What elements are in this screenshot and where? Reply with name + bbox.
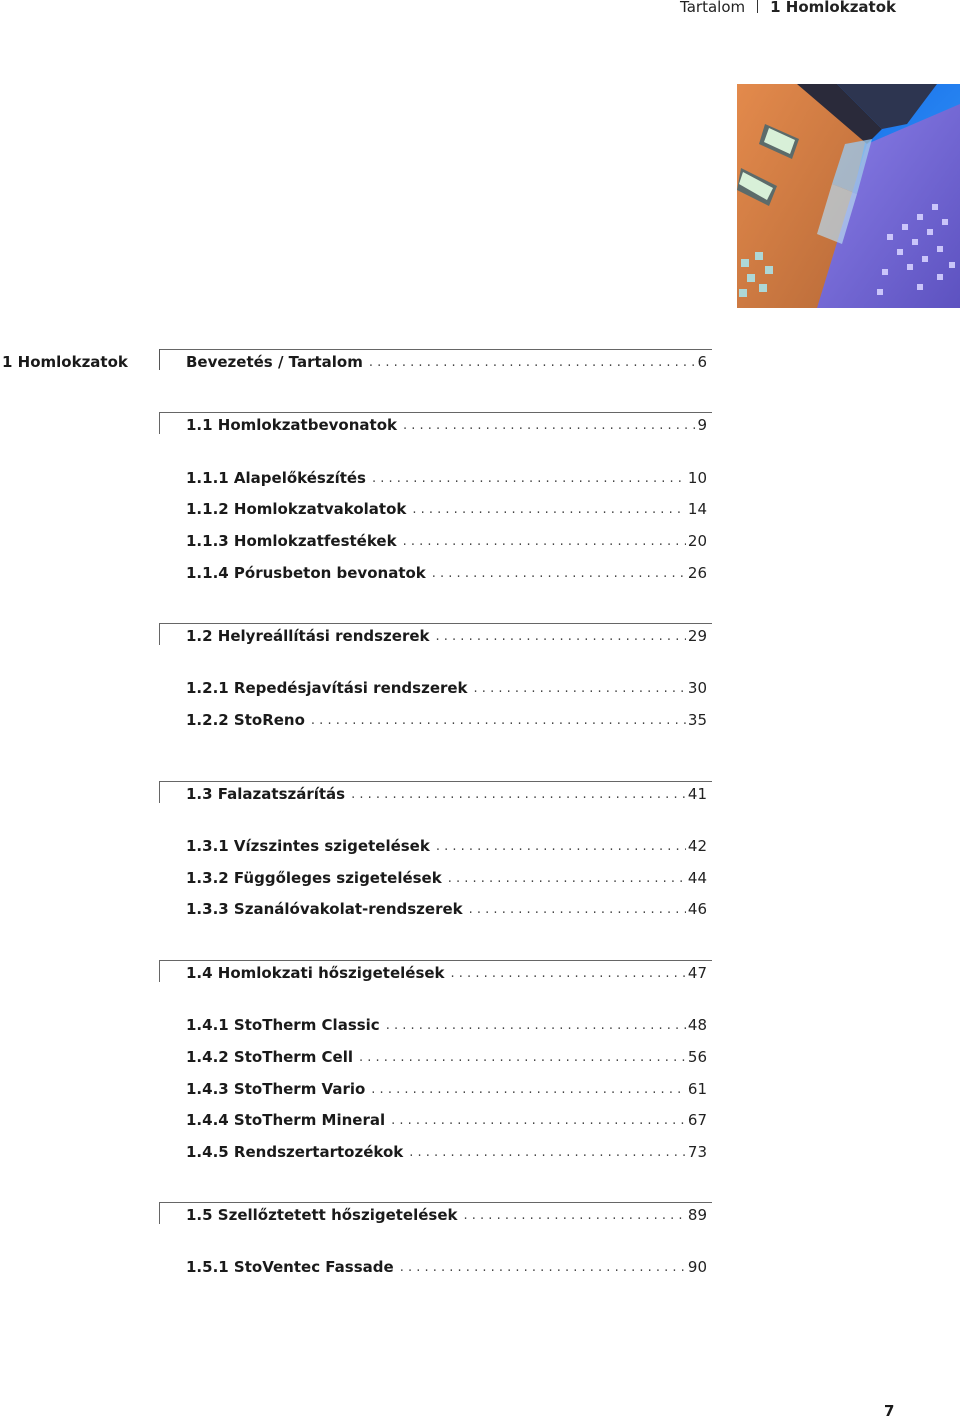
toc-entry[interactable] xyxy=(186,627,707,649)
dot-leader xyxy=(474,681,686,696)
dot-leader xyxy=(369,355,696,370)
section-rule xyxy=(160,349,712,350)
dot-leader xyxy=(436,629,686,644)
toc-entry-page: 46 xyxy=(687,900,707,918)
toc-entry[interactable] xyxy=(186,869,707,891)
toc-entry[interactable] xyxy=(186,679,707,701)
toc-entry-title: 1.4.3 StoTherm Vario xyxy=(186,1080,366,1098)
toc-entry[interactable] xyxy=(186,785,707,807)
section-tick xyxy=(159,623,160,645)
dot-leader xyxy=(311,713,686,728)
toc-entry-title: Bevezetés / Tartalom xyxy=(186,353,363,371)
toc-entry[interactable] xyxy=(186,1016,707,1038)
toc-entry[interactable] xyxy=(186,1206,707,1228)
dot-leader xyxy=(372,471,686,486)
dot-leader xyxy=(409,1145,686,1160)
dot-leader xyxy=(464,1208,686,1223)
toc-entry[interactable] xyxy=(186,1143,707,1165)
toc-entry-title: 1.1 Homlokzatbevonatok xyxy=(186,416,397,434)
section-tick xyxy=(159,1202,160,1224)
section-tick xyxy=(159,960,160,982)
header-current-chapter: 1 Homlokzatok xyxy=(770,0,896,16)
toc-entry-page: 9 xyxy=(697,416,707,434)
toc-entry[interactable] xyxy=(186,837,707,859)
toc-entry[interactable] xyxy=(186,1048,707,1070)
toc-entry-page: 29 xyxy=(687,627,707,645)
toc-entry-page: 14 xyxy=(687,500,707,518)
dot-leader xyxy=(359,1050,686,1065)
page-number: 7 xyxy=(884,1402,895,1420)
section-tick xyxy=(159,412,160,434)
toc-entry-title: 1.3.2 Függőleges szigetelések xyxy=(186,869,442,887)
toc-entry-page: 67 xyxy=(687,1111,707,1129)
dot-leader xyxy=(403,534,686,549)
building-facade-photo xyxy=(737,84,960,308)
toc-entry-page: 48 xyxy=(687,1016,707,1034)
toc-entry-title: 1.4.1 StoTherm Classic xyxy=(186,1016,380,1034)
toc-entry-title: 1.1.4 Pórusbeton bevonatok xyxy=(186,564,426,582)
dot-leader xyxy=(386,1018,686,1033)
toc-entry-title: 1.1.2 Homlokzatvakolatok xyxy=(186,500,407,518)
section-rule xyxy=(160,960,712,961)
toc-entry-page: 44 xyxy=(687,869,707,887)
toc-entry-title: 1.1.3 Homlokzatfestékek xyxy=(186,532,397,550)
section-rule xyxy=(160,1202,712,1203)
dot-leader xyxy=(403,418,695,433)
toc-entry[interactable] xyxy=(186,564,707,586)
toc-entry-page: 61 xyxy=(687,1080,707,1098)
header-section: Tartalom xyxy=(680,0,746,16)
toc-entry-title: 1.3.1 Vízszintes szigetelések xyxy=(186,837,430,855)
toc-entry-page: 47 xyxy=(687,964,707,982)
toc-entry[interactable] xyxy=(186,469,707,491)
toc-entry[interactable] xyxy=(186,711,707,733)
toc-entry[interactable] xyxy=(186,900,707,922)
toc-entry-page: 6 xyxy=(697,353,707,371)
toc-entry-page: 10 xyxy=(687,469,707,487)
toc-entry-page: 56 xyxy=(687,1048,707,1066)
section-rule xyxy=(160,623,712,624)
toc-entry-title: 1.4.5 Rendszertartozékok xyxy=(186,1143,404,1161)
chapter-label: 1 Homlokzatok xyxy=(2,353,128,371)
toc-entry-title: 1.3.3 Szanálóvakolat-rendszerek xyxy=(186,900,463,918)
toc-entry-page: 42 xyxy=(687,837,707,855)
toc-entry-title: 1.5 Szellőztetett hőszigetelések xyxy=(186,1206,458,1224)
dot-leader xyxy=(432,566,686,581)
toc-entry-title: 1.2.2 StoReno xyxy=(186,711,305,729)
toc-entry[interactable] xyxy=(186,964,707,986)
section-rule xyxy=(160,781,712,782)
toc-entry[interactable] xyxy=(186,416,707,438)
toc-entry-page: 30 xyxy=(687,679,707,697)
chapter-divider xyxy=(159,349,160,370)
toc-entry[interactable] xyxy=(186,1258,707,1280)
toc-entry-title: 1.2.1 Repedésjavítási rendszerek xyxy=(186,679,468,697)
dot-leader xyxy=(451,966,686,981)
toc-entry-page: 35 xyxy=(687,711,707,729)
toc-entry-page: 89 xyxy=(687,1206,707,1224)
toc-entry-page: 41 xyxy=(687,785,707,803)
section-rule xyxy=(160,412,712,413)
toc-entry-title: 1.4.2 StoTherm Cell xyxy=(186,1048,354,1066)
toc-entry[interactable] xyxy=(186,500,707,522)
section-tick xyxy=(159,781,160,803)
dot-leader xyxy=(436,839,686,854)
toc-entry-page: 26 xyxy=(687,564,707,582)
toc-entry-page: 73 xyxy=(687,1143,707,1161)
dot-leader xyxy=(351,787,686,802)
dot-leader xyxy=(448,871,686,886)
toc-entry-title: 1.4 Homlokzati hőszigetelések xyxy=(186,964,445,982)
toc-entry-title: 1.4.4 StoTherm Mineral xyxy=(186,1111,386,1129)
toc-entry-page: 90 xyxy=(687,1258,707,1276)
running-header xyxy=(680,0,896,16)
dot-leader xyxy=(412,502,686,517)
toc-entry-title: 1.1.1 Alapelőkészítés xyxy=(186,469,366,487)
toc-entry-page: 20 xyxy=(687,532,707,550)
toc-entry-title: 1.3 Falazatszárítás xyxy=(186,785,346,803)
header-separator xyxy=(757,0,758,13)
dot-leader xyxy=(400,1260,686,1275)
toc-entry-title: 1.2 Helyreállítási rendszerek xyxy=(186,627,430,645)
dot-leader xyxy=(371,1082,686,1097)
dot-leader xyxy=(469,902,686,917)
toc-entry-title: 1.5.1 StoVentec Fassade xyxy=(186,1258,394,1276)
toc-entry[interactable] xyxy=(186,353,707,375)
toc-entry[interactable] xyxy=(186,1111,707,1133)
toc-entry[interactable] xyxy=(186,1080,707,1102)
dot-leader xyxy=(391,1113,686,1128)
toc-entry[interactable] xyxy=(186,532,707,554)
